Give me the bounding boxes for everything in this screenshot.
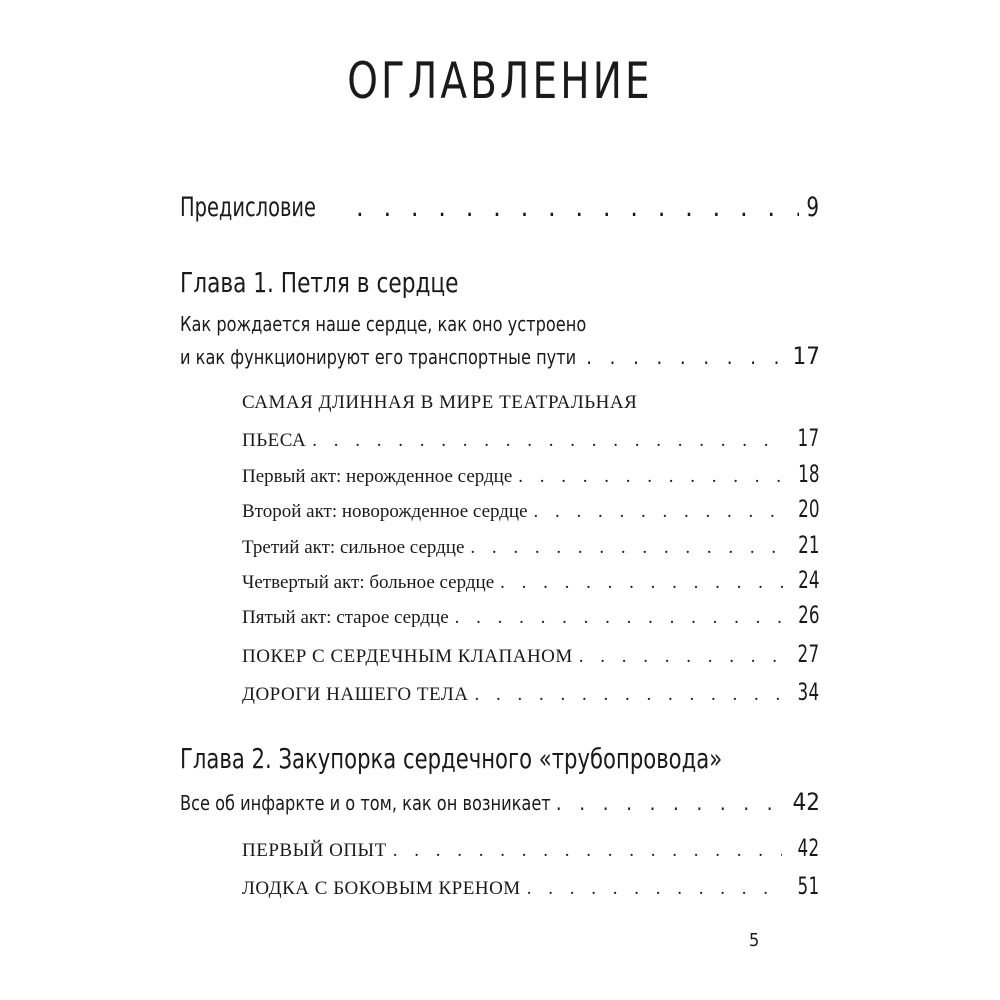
toc-entry-label: Пятый акт: старое сердце [242,607,449,628]
toc-entry-page: 17 [797,424,820,452]
leader-dots [518,466,783,488]
toc-entry[interactable] [242,531,820,559]
leader-dots [474,684,782,706]
toc-entry-page: 24 [798,566,820,594]
toc-entry-label: Третий акт: сильное сердце [242,537,465,558]
page-number: 5 [749,930,760,951]
leader-dots [586,345,786,369]
leader-dots [356,192,799,223]
toc-entry-page: 20 [798,495,820,523]
toc-entry-label: Предисловие [180,192,317,223]
toc-entry-section-1[interactable] [242,424,820,452]
leader-dots [579,646,783,668]
toc-entry-chapter-2-subtitle[interactable] [180,788,820,816]
toc-entry[interactable] [242,872,820,900]
toc-entry-page: 18 [798,460,820,488]
toc-entry-label: ПЕРВЫЙ ОПЫТ [242,840,387,861]
toc-entry[interactable] [242,566,820,594]
toc-entry-label: и как функционируют его транспортные пути [180,345,577,369]
toc-entry-label: ЛОДКА С БОКОВЫМ КРЕНОМ [242,878,521,899]
leader-dots [556,791,787,815]
toc-entry[interactable] [242,495,820,523]
toc-entry-page: 34 [797,678,820,706]
chapter-2-title[interactable]: Глава 2. Закупорка сердечного «трубопровода» [180,742,723,775]
chapter-1-subtitle-line1: Как рождается наше сердце, как оно устроено [180,312,587,336]
leader-dots [393,840,783,862]
toc-entry-page: 42 [797,834,820,862]
toc-entry-label: ПЬЕСА [242,430,307,451]
toc-entry-preface[interactable] [180,192,820,223]
leader-dots [312,430,782,452]
toc-entry-label: ДОРОГИ НАШЕГО ТЕЛА [242,684,469,705]
leader-dots [534,501,784,523]
toc-entry[interactable] [242,678,820,706]
toc-entry-page: 9 [805,192,819,223]
toc-entry[interactable] [242,460,820,488]
toc-entry[interactable] [242,640,820,668]
toc-entry-page: 27 [797,640,820,668]
toc-entry-label: Второй акт: новорожденное сердце [242,501,528,522]
page-title: ОГЛАВЛЕНИЕ [347,52,653,110]
toc-entry-label: Первый акт: нерожденное сердце [242,466,513,487]
toc-entry-page: 51 [797,872,820,900]
toc-entry-label: Четвертый акт: больное сердце [242,572,495,593]
toc-entry-page: 21 [798,531,820,559]
toc-entry-label: Все об инфаркте и о том, как он возникает [180,791,551,815]
chapter-1-title[interactable]: Глава 1. Петля в сердце [180,266,459,299]
leader-dots [527,878,783,900]
leader-dots [470,537,783,559]
toc-entry[interactable] [242,601,820,629]
section-title-line1: САМАЯ ДЛИННАЯ В МИРЕ ТЕАТРАЛЬНАЯ [242,392,638,413]
leader-dots [500,572,783,594]
toc-entry-page: 42 [792,788,820,816]
toc-entry-label: ПОКЕР С СЕРДЕЧНЫМ КЛАПАНОМ [242,646,573,667]
toc-entry-page: 26 [798,601,820,629]
toc-entry-chapter-1-subtitle[interactable] [180,342,820,370]
toc-entry-page: 17 [792,342,820,370]
toc-entry[interactable] [242,834,820,862]
leader-dots [455,607,784,629]
